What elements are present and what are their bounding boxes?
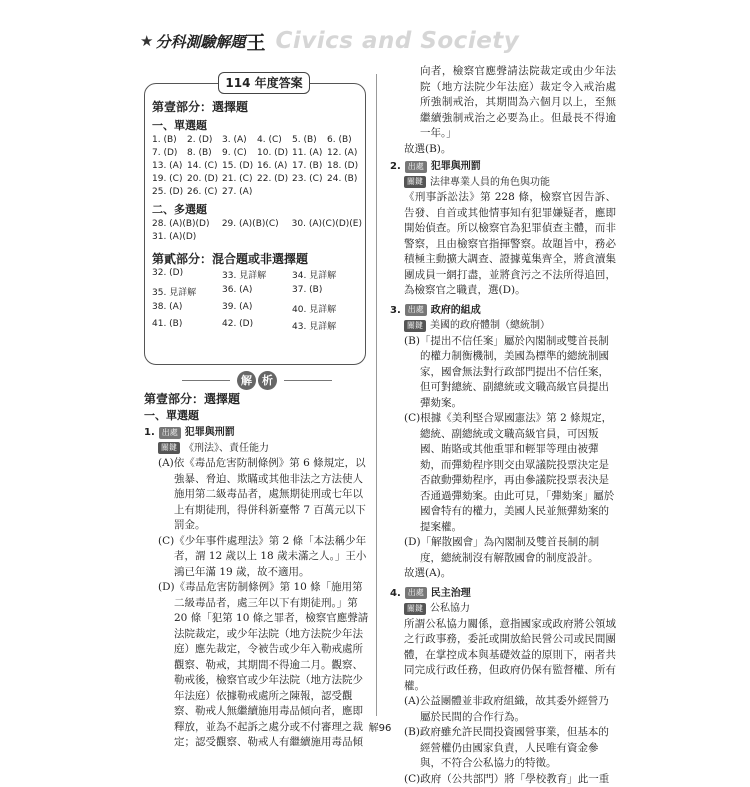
star-icon: ★ — [140, 32, 153, 50]
answer-item: 26. (C) — [187, 187, 222, 197]
q3-option-b: (B)「提出不信任案」屬於內閣制或雙首長制的權力制衡機制，美國為標準的總統制國家，國會無法對行政部門提出不信任案，但可對總統、副總統或文職高級官員提出彈劾案。 — [404, 334, 616, 412]
answer-part1-title: 第壹部分：選擇題 — [152, 98, 362, 115]
question-number: 3. — [390, 303, 401, 319]
book-title-king: 王 — [246, 28, 265, 55]
q1-option-d: (D)《毒品危害防制條例》第 10 條「施用第二級毒品者，處三年以下有期徒刑。」第 20 條「犯第 10 條之罪者，檢察官應聲請法院裁定，或少年法院（地方法院少年法庭）應先裁定，令被告或少年入勒戒處所觀察、勒戒，其期間不得逾二月。觀察、勒戒後，檢察官或少年法院（地方法院少年法庭）依據勒戒處所之陳報，認受觀察、勒戒人無繼續施用毒品傾向者，應即釋放，並為不起訴之處分或不付審理之裁定；認受觀察、勒戒人有繼續施用毒品傾 — [158, 580, 372, 751]
answer-item: 17. (B) — [292, 161, 327, 171]
parse-char-2: 析 — [258, 371, 277, 390]
question-4-header — [390, 586, 616, 602]
answer-box-title: 114 年度答案 — [218, 72, 310, 94]
answer-item: 16. (A) — [257, 161, 292, 171]
q4-option-b: (B)政府雖允許民間投資國營事業，但基本的經營權仍由國家負責，人民唯有資金參與，不符合公私協力的特徵。 — [404, 725, 616, 772]
answer-item: 29. (A)(B)(C) — [222, 219, 292, 229]
answer-item: 32. (D) — [152, 268, 222, 281]
question-topic: 民主治理 — [431, 586, 471, 602]
question-topic: 犯罪與刑罰 — [431, 159, 481, 175]
answer-item: 36. (A) — [222, 285, 292, 298]
answer-item: 18. (D) — [327, 161, 362, 171]
answer-item: 30. (A)(C)(D)(E) — [292, 219, 362, 229]
question-1-header — [144, 425, 372, 441]
question-3-header — [390, 303, 616, 319]
answer-multi-grid — [152, 219, 362, 242]
source-tag: 出處 — [159, 427, 181, 439]
key-text: 公私協力 — [430, 601, 470, 617]
key-tag: 關鍵 — [404, 603, 426, 615]
answer-item: 22. (D) — [257, 174, 292, 184]
question-3-key — [404, 318, 616, 334]
q3-option-d: (D)「解散國會」為內閣制及雙首長制的制度，總統制沒有解散國會的制度設計。 — [404, 535, 616, 566]
answer-item: 8. (B) — [187, 148, 222, 158]
parse-char-1: 解 — [237, 371, 256, 390]
right-column — [390, 64, 616, 787]
q4-text: 所謂公私協力關係，意指國家或政府將公領域之行政事務，委託或開放給民營公司或民間團體，在掌控成本與基礎效益的原則下，兩者共同完成行政任務，但政府仍保有監督權、所有權。 — [404, 617, 616, 695]
answer-item: 6. (B) — [327, 135, 362, 145]
answer-item: 21. (C) — [222, 174, 257, 184]
question-topic: 政府的組成 — [431, 303, 481, 319]
book-title: 分科測驗解題 — [155, 31, 245, 52]
answer-single-title: 一、單選題 — [152, 117, 362, 133]
q4-option-a: (A)公益團體並非政府組織，故其委外經營乃屬於民間的合作行為。 — [404, 694, 616, 725]
q3-answer: 故選(A)。 — [404, 566, 616, 582]
q1-continued: 向者，檢察官應聲請法院裁定或由少年法院（地方法院少年法庭）裁定令入戒治處所強制戒治，其期間為六個月以上，至無繼續強制戒治之必要為止。但最長不得逾一年。」 — [404, 64, 616, 142]
question-number: 4. — [390, 586, 401, 602]
key-text: 美國的政府體制（總統制） — [430, 318, 550, 334]
book-subtitle: Civics and Society — [275, 28, 519, 54]
answer-single-grid — [152, 135, 362, 197]
question-number: 1. — [144, 425, 155, 441]
column-divider — [376, 74, 377, 716]
left-column — [144, 392, 372, 751]
question-4-key — [404, 601, 616, 617]
question-2-key — [404, 175, 616, 191]
answer-item: 7. (D) — [152, 148, 187, 158]
answer-item: 12. (A) — [327, 148, 362, 158]
answer-item: 43. 見詳解 — [292, 319, 362, 332]
q1-answer: 故選(B)。 — [404, 142, 616, 158]
q1-option-a: (A)依《毒品危害防制條例》第 6 條規定，以強暴、脅迫、欺瞞或其他非法之方法使人施用第二級毒品者，處無期徒刑或七年以上有期徒刑，得併科新臺幣 7 百萬元以下罰金。 — [158, 456, 372, 534]
source-tag: 出處 — [405, 587, 427, 599]
page-header — [140, 26, 600, 56]
page-number: 解96 — [360, 719, 400, 734]
answer-item: 31. (A)(D) — [152, 232, 222, 242]
answer-item: 2. (D) — [187, 135, 222, 145]
answer-item: 28. (A)(B)(D) — [152, 219, 222, 229]
key-tag: 關鍵 — [404, 176, 426, 188]
answer-part2-grid — [152, 268, 362, 332]
answer-item: 42. (D) — [222, 319, 292, 332]
answer-item: 14. (C) — [187, 161, 222, 171]
parse-label — [182, 370, 332, 390]
source-tag: 出處 — [405, 161, 427, 173]
answer-item: 33. 見詳解 — [222, 268, 292, 281]
answer-item: 3. (A) — [222, 135, 257, 145]
answer-item: 40. 見詳解 — [292, 302, 362, 315]
q3-option-c: (C)根據《美利堅合眾國憲法》第 2 條規定，總統、副總統或文職高級官員，可因叛國、賄賂或其他重罪和輕罪等理由被彈劾，而彈劾程序則交由眾議院投票決定是否啟動彈劾程序，再由參議院投票表決是否通過彈劾案。由此可見，「彈劾案」屬於國會特有的權力，美國人民並無彈劾案的提案權。 — [404, 411, 616, 535]
answer-item: 15. (D) — [222, 161, 257, 171]
question-1-key — [158, 441, 372, 457]
question-number: 2. — [390, 159, 401, 175]
answer-multi-title: 二、多選題 — [152, 201, 362, 217]
answer-item: 27. (A) — [222, 187, 257, 197]
q1-option-c: (C)《少年事件處理法》第 2 條「本法稱少年者，謂 12 歲以上 18 歲未滿之人。」王小鴻已年滿 19 歲，故不適用。 — [158, 534, 372, 581]
answer-item: 39. (A) — [222, 302, 292, 315]
answer-item: 38. (A) — [152, 302, 222, 315]
key-text: 《刑法》、責任能力 — [184, 441, 269, 457]
answer-item: 20. (D) — [187, 174, 222, 184]
answer-item: 25. (D) — [152, 187, 187, 197]
q4-option-c: (C)政府（公共部門）將「學校教育」此一重 — [404, 772, 616, 787]
answer-item: 11. (A) — [292, 148, 327, 158]
answer-item: 34. 見詳解 — [292, 268, 362, 281]
answer-item: 37. (B) — [292, 285, 362, 298]
source-tag: 出處 — [405, 304, 427, 316]
single-heading: 一、單選題 — [144, 408, 372, 424]
answer-part2-title: 第貳部分：混合題或非選擇題 — [152, 250, 362, 267]
key-tag: 關鍵 — [158, 442, 180, 454]
question-topic: 犯罪與刑罰 — [185, 425, 235, 441]
answer-item: 41. (B) — [152, 319, 222, 332]
answer-item: 10. (D) — [257, 148, 292, 158]
part1-heading: 第壹部分：選擇題 — [144, 392, 372, 408]
key-tag: 關鍵 — [404, 320, 426, 332]
answer-item: 35. 見詳解 — [152, 285, 222, 298]
answer-box-content — [152, 96, 362, 332]
question-2-header — [390, 159, 616, 175]
answer-item: 13. (A) — [152, 161, 187, 171]
answer-item: 5. (B) — [292, 135, 327, 145]
answer-item: 1. (B) — [152, 135, 187, 145]
key-text: 法律專業人員的角色與功能 — [430, 175, 550, 191]
answer-item: 9. (C) — [222, 148, 257, 158]
answer-item: 23. (C) — [292, 174, 327, 184]
answer-item: 19. (C) — [152, 174, 187, 184]
answer-item: 24. (B) — [327, 174, 362, 184]
answer-item: 4. (C) — [257, 135, 292, 145]
q2-text: 《刑事訴訟法》第 228 條，檢察官因告訴、告發、自首或其他情事知有犯罪嫌疑者，應即開始偵查。所以檢察官為犯罪偵查主體，而非警察，且由檢察官指揮警察。故題旨中，務必積極主動擴大調查、證據蒐集齊全，將貪瀆集團成員一網打盡，並將貪污之不法所得追回，為檢察官之職責，選(D)。 — [404, 190, 616, 299]
